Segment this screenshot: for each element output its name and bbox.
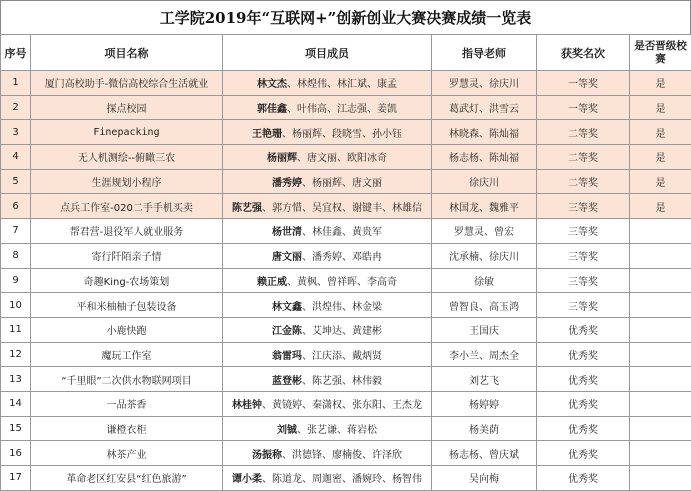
cell-no: 1: [1, 71, 31, 96]
cell-award: 优秀奖: [537, 466, 630, 491]
member-others: 、陈道龙、周迦密、潘婉玲、杨智伟: [262, 474, 422, 485]
member-leader: 林文杰: [257, 79, 287, 90]
cell-no: 16: [1, 441, 31, 466]
cell-teacher: 徐庆川: [432, 169, 537, 194]
cell-teacher: 徐敏: [432, 268, 537, 293]
cell-promoted: [630, 342, 691, 367]
member-leader: 蓝登彬: [272, 376, 302, 387]
cell-award: 三等奖: [537, 293, 630, 318]
cell-no: 3: [1, 120, 31, 145]
cell-no: 10: [1, 293, 31, 318]
header-promoted: 是否晋级校赛: [630, 35, 691, 71]
cell-members: [223, 416, 432, 441]
table-row: [1, 391, 691, 416]
cell-promoted: 是: [630, 95, 691, 120]
cell-teacher: 沈承楠、徐庆川: [432, 243, 537, 268]
cell-members: [223, 441, 432, 466]
header-project: 项目名称: [31, 35, 223, 71]
member-leader: 林文鑫: [272, 302, 302, 313]
cell-teacher: 罗慧灵、徐庆川: [432, 71, 537, 96]
cell-promoted: [630, 317, 691, 342]
header-no: 序号: [1, 35, 31, 71]
cell-promoted: 是: [630, 169, 691, 194]
table-row: [1, 71, 691, 96]
member-others: 、杨丽辉、段晓雪、孙小钰: [282, 129, 402, 140]
cell-teacher: 杨美荫: [432, 416, 537, 441]
cell-teacher: 罗慧灵、曾宏: [432, 219, 537, 244]
table-row: [1, 268, 691, 293]
cell-teacher: 杨志杨、曾庆斌: [432, 441, 537, 466]
cell-teacher: 李小兰、周杰全: [432, 342, 537, 367]
cell-award: 优秀奖: [537, 342, 630, 367]
cell-project: 林茶产业: [31, 441, 223, 466]
cell-no: 2: [1, 95, 31, 120]
cell-award: 二等奖: [537, 120, 630, 145]
member-others: 、潘秀婷、邓皓冉: [302, 252, 382, 263]
cell-teacher: 葛武灯、洪雪云: [432, 95, 537, 120]
table-row: [1, 243, 691, 268]
cell-members: [223, 194, 432, 219]
cell-members: [223, 219, 432, 244]
member-others: 、黄镜婷、秦潇权、张东阳、王杰龙: [262, 400, 422, 411]
cell-project: 革命老区红安县“红色旅游”: [31, 466, 223, 491]
member-others: 、杨丽辉、唐文丽: [302, 178, 382, 189]
cell-project: 探点校园: [31, 95, 223, 120]
cell-no: 5: [1, 169, 31, 194]
cell-award: 三等奖: [537, 243, 630, 268]
cell-promoted: 是: [630, 71, 691, 96]
table-row: [1, 317, 691, 342]
cell-teacher: 王国庆: [432, 317, 537, 342]
cell-no: 11: [1, 317, 31, 342]
cell-promoted: 是: [630, 120, 691, 145]
sheet-title: 工学院2019年“互联网+”创新创业大赛决赛成绩一览表: [0, 0, 691, 34]
cell-members: [223, 466, 432, 491]
member-others: 、艾坤达、黄建彬: [302, 326, 382, 337]
cell-promoted: 是: [630, 145, 691, 170]
cell-project: 寄行阡陌亲子情: [31, 243, 223, 268]
cell-award: 优秀奖: [537, 416, 630, 441]
cell-no: 9: [1, 268, 31, 293]
cell-no: 13: [1, 367, 31, 392]
table-row: [1, 416, 691, 441]
cell-members: [223, 391, 432, 416]
cell-members: [223, 243, 432, 268]
cell-teacher: 杨志杨、陈灿福: [432, 145, 537, 170]
cell-award: 优秀奖: [537, 391, 630, 416]
member-leader: 谭小柔: [232, 474, 262, 485]
table-row: [1, 95, 691, 120]
results-body: [1, 71, 691, 491]
member-leader: 赖正威: [257, 277, 287, 288]
table-row: [1, 466, 691, 491]
cell-members: [223, 342, 432, 367]
cell-award: 优秀奖: [537, 441, 630, 466]
cell-members: [223, 145, 432, 170]
cell-no: 4: [1, 145, 31, 170]
cell-project: 帮君营-退役军人就业服务: [31, 219, 223, 244]
cell-no: 6: [1, 194, 31, 219]
cell-project: 一品茶香: [31, 391, 223, 416]
cell-promoted: [630, 367, 691, 392]
member-leader: 刘铖: [277, 425, 297, 436]
table-row: [1, 293, 691, 318]
cell-promoted: [630, 243, 691, 268]
cell-award: 二等奖: [537, 145, 630, 170]
cell-project: 小鹿快跑: [31, 317, 223, 342]
member-others: 、黄枫、曾祥晖、李高奇: [287, 277, 397, 288]
member-others: 、江庆添、戴炳贤: [302, 351, 382, 362]
cell-promoted: [630, 391, 691, 416]
cell-project: 魔玩工作室: [31, 342, 223, 367]
cell-award: 三等奖: [537, 268, 630, 293]
cell-teacher: 刘艺飞: [432, 367, 537, 392]
member-leader: 王艳珊: [252, 129, 282, 140]
cell-project: Finepacking: [31, 120, 223, 145]
cell-teacher: 吴向梅: [432, 466, 537, 491]
header-row: [1, 35, 691, 71]
member-leader: 郭佳鑫: [257, 104, 287, 115]
cell-project: 平和米柚柚子包装设备: [31, 293, 223, 318]
cell-members: [223, 95, 432, 120]
cell-members: [223, 367, 432, 392]
cell-promoted: [630, 441, 691, 466]
cell-promoted: [630, 293, 691, 318]
table-row: [1, 169, 691, 194]
member-others: 、洪煌伟、林金梁: [302, 302, 382, 313]
member-others: 、叶伟高、江志强、姜凯: [287, 104, 397, 115]
table-row: [1, 342, 691, 367]
cell-no: 14: [1, 391, 31, 416]
table-row: [1, 145, 691, 170]
cell-no: 8: [1, 243, 31, 268]
table-row: [1, 194, 691, 219]
member-leader: 汤振称: [252, 450, 282, 461]
cell-project: “千里眼”二次供水物联网项目: [31, 367, 223, 392]
cell-project: 奇趣King-农场策划: [31, 268, 223, 293]
cell-promoted: [630, 416, 691, 441]
cell-award: 优秀奖: [537, 367, 630, 392]
cell-no: 7: [1, 219, 31, 244]
cell-no: 12: [1, 342, 31, 367]
cell-promoted: [630, 219, 691, 244]
member-others: 、唐文丽、欧阳冰奇: [297, 153, 387, 164]
cell-award: 二等奖: [537, 169, 630, 194]
cell-award: 三等奖: [537, 194, 630, 219]
cell-project: 谦橙衣柜: [31, 416, 223, 441]
member-others: 、张艺谦、蒋岩松: [297, 425, 377, 436]
member-others: 、林佳鑫、黄贵军: [302, 227, 382, 238]
table-row: [1, 441, 691, 466]
cell-award: 一等奖: [537, 95, 630, 120]
header-teacher: 指导老师: [432, 35, 537, 71]
results-table: [0, 34, 691, 491]
member-leader: 杨世清: [272, 227, 302, 238]
table-row: [1, 367, 691, 392]
member-leader: 陈艺强: [232, 203, 262, 214]
member-leader: 潘秀婷: [272, 178, 302, 189]
header-award: 获奖名次: [537, 35, 630, 71]
cell-members: [223, 268, 432, 293]
cell-project: 生涯规划小程序: [31, 169, 223, 194]
member-others: 、洪德锋、廖楠俊、许泽欣: [282, 450, 402, 461]
member-leader: 杨丽辉: [267, 153, 297, 164]
member-others: 、林煌伟、林汇斌、康孟: [287, 79, 397, 90]
cell-members: [223, 317, 432, 342]
table-row: [1, 120, 691, 145]
cell-teacher: 杨婷婷: [432, 391, 537, 416]
cell-members: [223, 71, 432, 96]
cell-teacher: 林国龙、魏雅平: [432, 194, 537, 219]
cell-members: [223, 169, 432, 194]
cell-teacher: 曾智良、高玉鸿: [432, 293, 537, 318]
cell-award: 优秀奖: [537, 317, 630, 342]
cell-project: 厦门高校助手-微信高校综合生活就业: [31, 71, 223, 96]
cell-promoted: [630, 268, 691, 293]
member-leader: 翁雷玛: [272, 351, 302, 362]
cell-no: 15: [1, 416, 31, 441]
cell-award: 一等奖: [537, 71, 630, 96]
cell-members: [223, 293, 432, 318]
cell-no: 17: [1, 466, 31, 491]
cell-promoted: 是: [630, 194, 691, 219]
member-leader: 唐文丽: [272, 252, 302, 263]
member-leader: 林桂钟: [232, 400, 262, 411]
cell-project: 无人机测绘--俯瞰三农: [31, 145, 223, 170]
table-row: [1, 219, 691, 244]
cell-teacher: 林晓森、陈灿福: [432, 120, 537, 145]
header-members: 项目成员: [223, 35, 432, 71]
cell-project: 点兵工作室-020二手手机买卖: [31, 194, 223, 219]
member-others: 、陈艺强、林伟毅: [302, 376, 382, 387]
member-leader: 江金陈: [272, 326, 302, 337]
cell-award: 三等奖: [537, 219, 630, 244]
member-others: 、郭方惜、吴宜权、谢键丰、林雄信: [262, 203, 422, 214]
cell-promoted: [630, 466, 691, 491]
cell-members: [223, 120, 432, 145]
